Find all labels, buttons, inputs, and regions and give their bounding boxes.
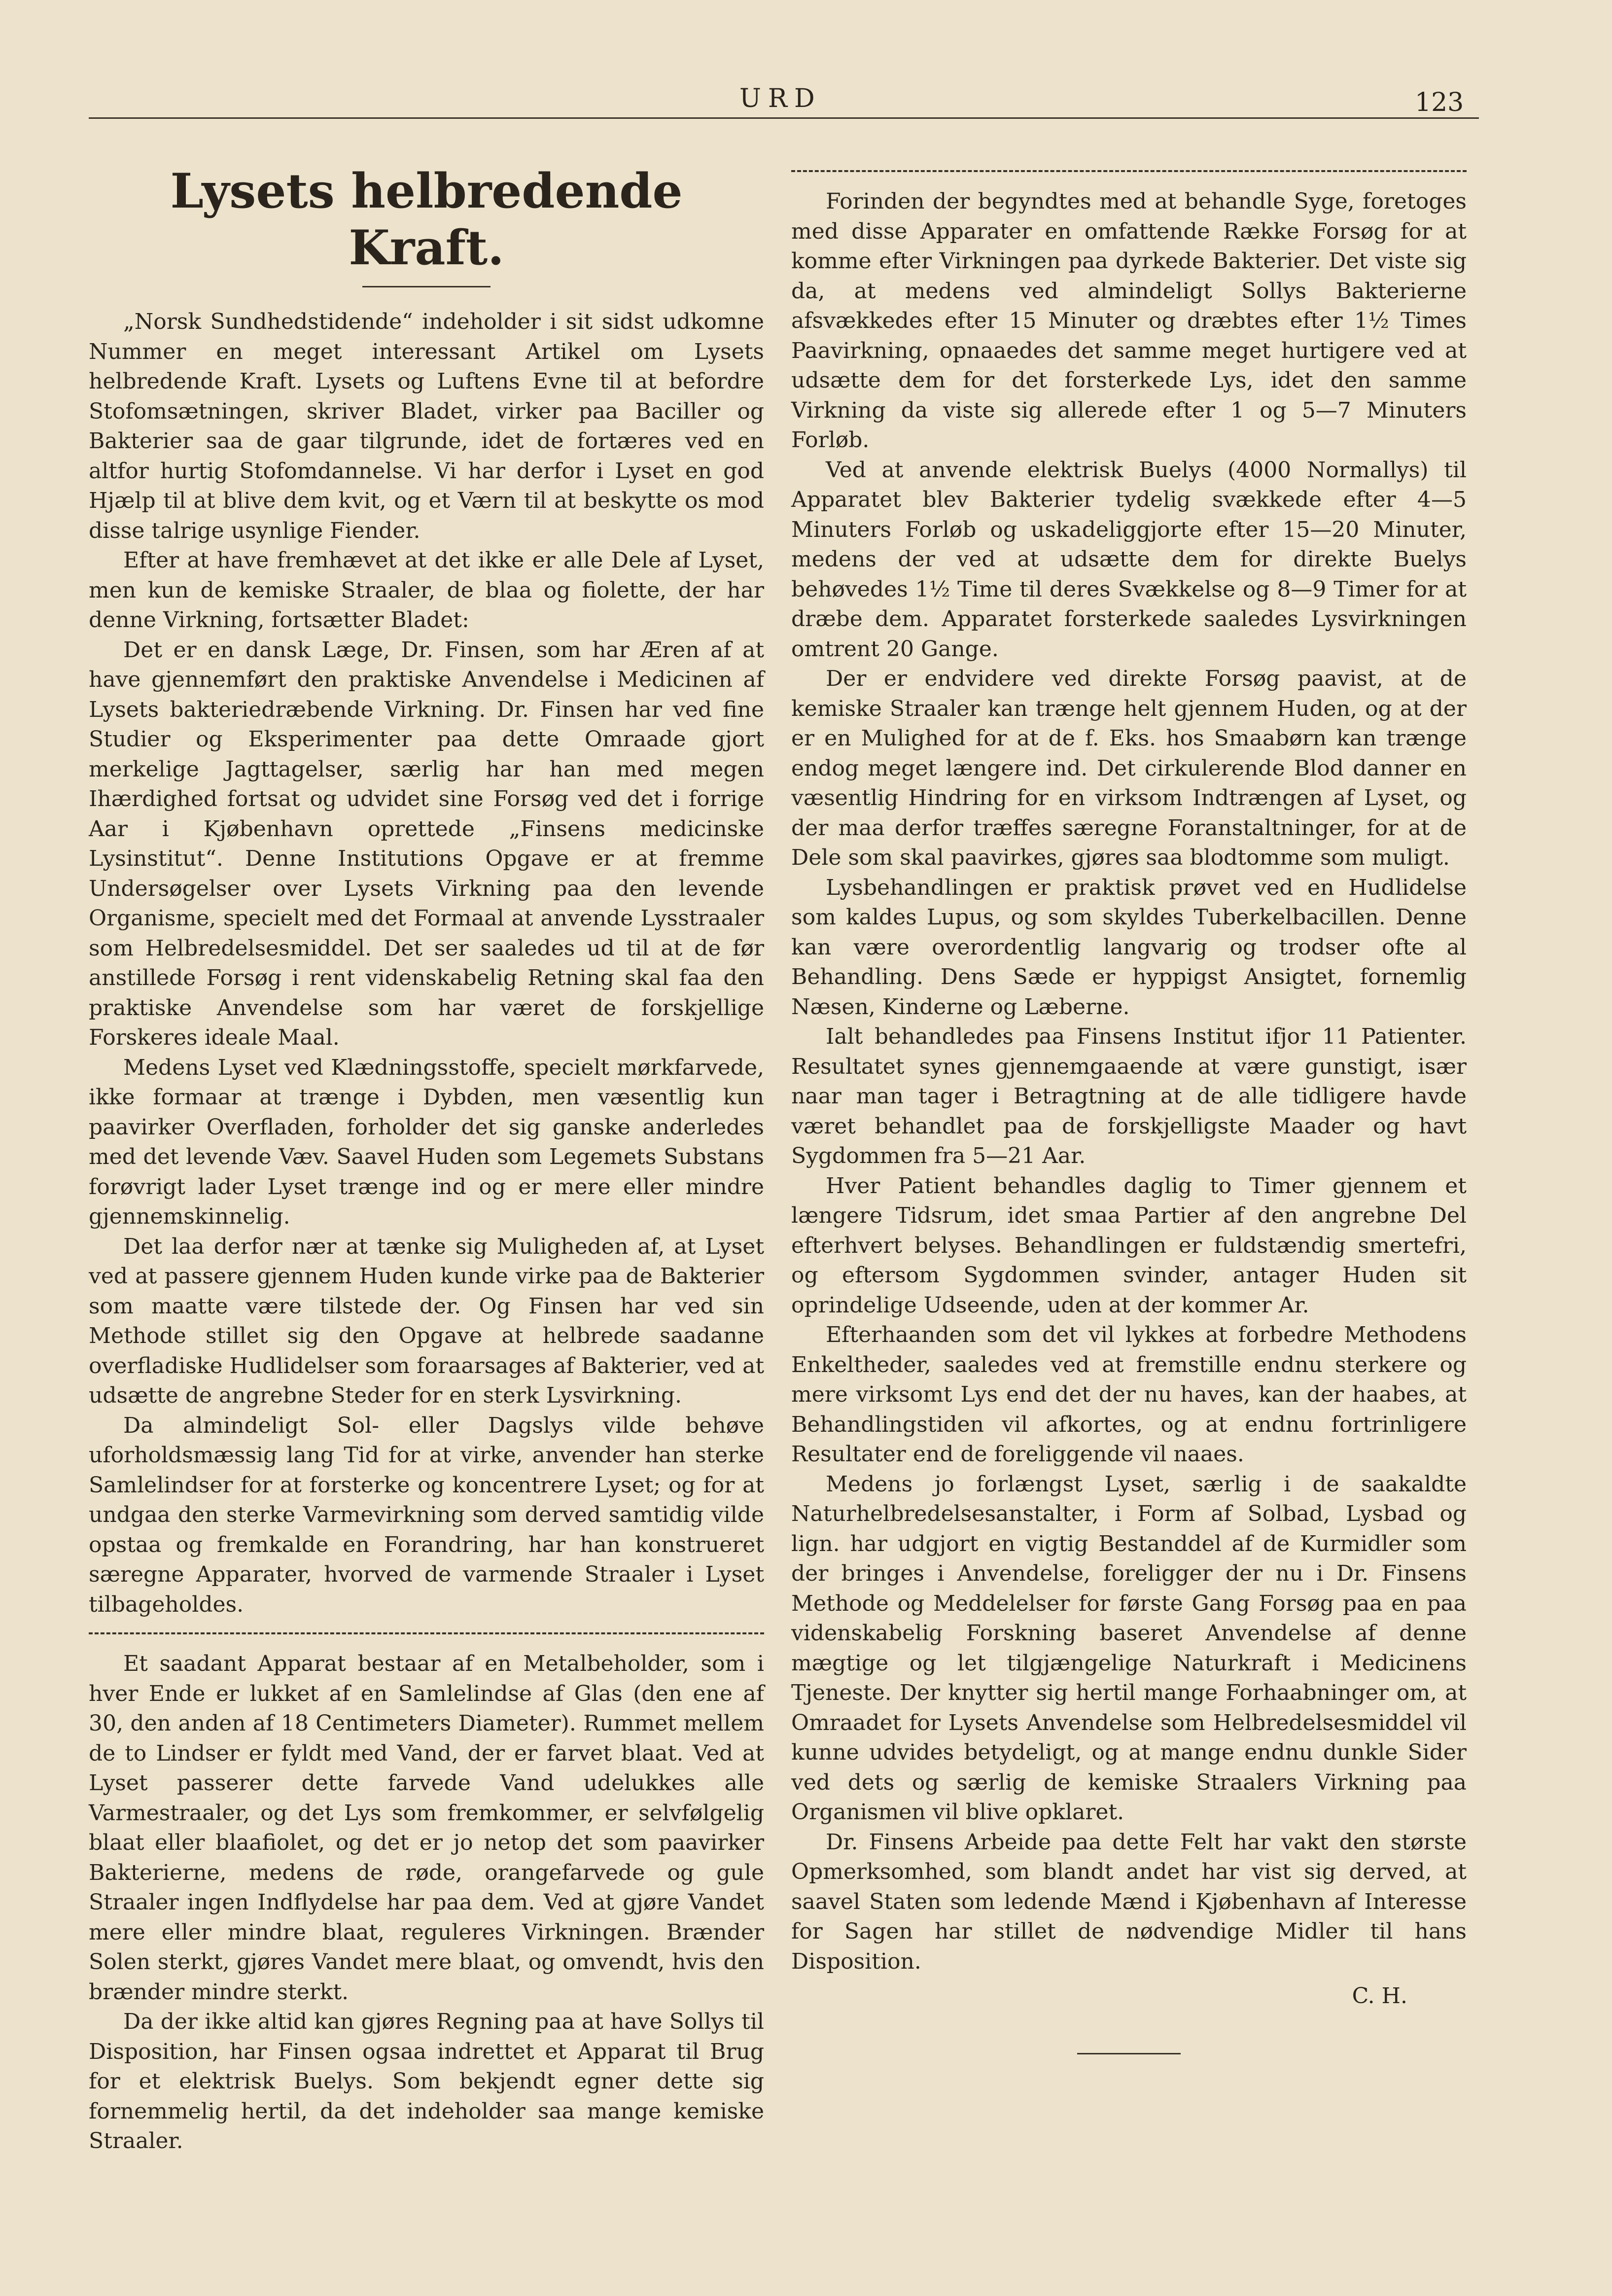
paragraph: Et saadant Apparat bestaar af en Metalbeholder, som i hver Ende er lukket af en Samlelindse af Glas (den ene af 30, den anden af 18 Centimeters Diameter). Rummet mellem de to Lindser er fyldt med Vand, der er farvet blaat. Ved at Lyset passerer dette farvede Vand udelukkes alle Varmestraaler, og det Lys som fremkommer, er selvfølgelig blaat eller blaafiolet, og det er jo netop det som paavirker Bakterierne, medens de røde, orangefarvede og gule Straaler ingen Indflydelse har paa dem. Ved at gjøre Vandet mere eller mindre blaat, reguleres Virkningen. Brænder Solen sterkt, gjøres Vandet mere blaat, og omvendt, hvis den brænder mindre sterkt.	[89, 1651, 764, 2005]
paragraph: Medens Lyset ved Klædningsstoffe, specielt mørkfarvede, ikke formaar at trænge i Dybden, men væsentlig kun paavirker Overfladen, forholder det sig ganske anderledes med det levende Væv. Saavel Huden som Legemets Substans forøvrigt lader Lyset trænge ind og er mere eller mindre gjennemskinnelig.	[89, 1055, 764, 1230]
paragraph: „Norsk Sundhedstidende“ indeholder i sit sidst udkomne Nummer en meget interessant Artikel om Lysets helbredende Kraft. Lysets og Luftens Evne til at befordre Stofomsætningen, skriver Bladet, virker paa Baciller og Bakterier saa de gaar tilgrunde, idet de fortæres ved en altfor hurtig Stofomdannelse. Vi har derfor i Lyset en god Hjælp til at blive dem kvit, og et Værn til at beskytte os mod disse talrige usynlige Fiender.	[89, 309, 764, 543]
column-top-divider	[791, 170, 1467, 172]
paragraph: Lysbehandlingen er praktisk prøvet ved en Hudlidelse som kaldes Lupus, og som skyldes Tuberkelbacillen. Denne kan være overordentlig langvarig og trodser ofte al Behandling. Dens Sæde er hyppigst Ansigtet, fornemlig Næsen, Kinderne og Læberne.	[791, 875, 1467, 1020]
end-rule	[1077, 2053, 1181, 2054]
section-divider	[89, 1632, 764, 1634]
author-signature: C. H.	[1352, 1983, 1407, 2009]
paragraph: Ved at anvende elektrisk Buelys (4000 Normallys) til Apparatet blev Bakterier tydelig svækkede efter 4—5 Minuters Forløb og uskadeliggjorte efter 15—20 Minuter, medens der ved at udsætte dem for direkte Buelys behøvedes 1½ Time til deres Svækkelse og 8—9 Timer for at dræbe dem. Apparatet forsterkede saaledes Lysvirkningen omtrent 20 Gange.	[791, 457, 1467, 662]
page-number: 123	[1415, 88, 1464, 117]
paragraph: Dr. Finsens Arbeide paa dette Felt har vakt den største Opmerksomhed, som blandt andet har vist sig derved, at saavel Staten som ledende Mænd i Kjøbenhavn af Interesse for Sagen har stillet de nødvendige Midler til hans Disposition.	[791, 1829, 1467, 1974]
paragraph: Ialt behandledes paa Finsens Institut ifjor 11 Patienter. Resultatet synes gjennemgaaende at være gunstigt, især naar man tager i Betragtning at de alle tidligere havde været behandlet paa de forskjelligste Maader og havt Sygdommen fra 5—21 Aar.	[791, 1024, 1467, 1168]
article-title: Lysets helbredende Kraft.	[170, 163, 683, 276]
running-head: URD	[739, 84, 822, 113]
paragraph: Efterhaanden som det vil lykkes at forbedre Methodens Enkeltheder, saaledes ved at fremstille endnu sterkere og mere virksomt Lys end det der nu haves, kan der haabes, at Behandlingstiden vil afkortes, og at endnu fortrinligere Resultater end de foreliggende vil naaes.	[791, 1322, 1467, 1467]
title-rule	[362, 286, 491, 287]
paragraph: Det laa derfor nær at tænke sig Muligheden af, at Lyset ved at passere gjennem Huden kunde virke paa de Bakterier som maatte være tilstede der. Og Finsen har ved sin Methode stillet sig den Opgave at helbrede saadanne overfladiske Hudlidelser som foraarsages af Bakterier, ved at udsætte de angrebne Steder for en sterk Lysvirkning.	[89, 1234, 764, 1409]
paragraph: Der er endvidere ved direkte Forsøg paavist, at de kemiske Straaler kan trænge helt gjennem Huden, og at der er en Mulighed for at de f. Eks. hos Smaabørn kan trænge endog meget længere ind. Det cirkulerende Blod danner en væsentlig Hindring for en virksom Indtrængen af Lyset, og der maa derfor træffes særegne Foranstaltninger, for at de Dele som skal paavirkes, gjøres saa blodtomme som muligt.	[791, 666, 1467, 870]
left-column	[89, 163, 764, 2156]
paragraph: Da almindeligt Sol- eller Dagslys vilde behøve uforholdsmæssig lang Tid for at virke, anvender han sterke Samlelindser for at forsterke og koncentrere Lyset; og for at undgaa den sterke Varmevirkning som derved samtidig vilde opstaa og fremkalde en Forandring, har han konstrueret særegne Apparater, hvorved de varmende Straaler i Lyset tilbageholdes.	[89, 1413, 764, 1617]
paragraph: Efter at have fremhævet at det ikke er alle Dele af Lyset, men kun de kemiske Straaler, de blaa og fiolette, der har denne Virkning, fortsætter Bladet:	[89, 548, 764, 633]
right-column	[791, 170, 1467, 2054]
paragraph: Medens jo forlængst Lyset, særlig i de saakaldte Naturhelbredelsesanstalter, i Form af Solbad, Lysbad og lign. har udgjort en vigtig Bestanddel af de Kurmidler som der bringes i Anvendelse, foreligger der nu i Dr. Finsens Methode og Meddelelser for første Gang Forsøg paa en paa videnskabelig Forskning baseret Anvendelse af denne mægtige og let tilgjængelige Naturkraft i Medicinens Tjeneste. Der knytter sig hertil mange Forhaabninger om, at Omraadet for Lysets Anvendelse som Helbredelsesmiddel vil kunne udvides betydeligt, og at mange endnu dunkle Sider ved dets og særlig de kemiske Straalers Virkning paa Organismen vil blive opklaret.	[791, 1471, 1467, 1825]
paragraph: Hver Patient behandles daglig to Timer gjennem et længere Tidsrum, idet smaa Partier af den angrebne Del efterhvert belyses. Behandlingen er fuldstændig smertefri, og eftersom Sygdommen svinder, antager Huden sit oprindelige Udseende, uden at der kommer Ar.	[791, 1173, 1467, 1318]
paragraph: Forinden der begyndtes med at behandle Syge, foretoges med disse Apparater en omfattende Række Forsøg for at komme efter Virkningen paa dyrkede Bakterier. Det viste sig da, at medens ved almindeligt Sollys Bakterierne afsvækkedes efter 15 Minuter og dræbtes efter 1½ Times Paavirkning, opnaaedes det samme meget hurtigere ved at udsætte dem for det forsterkede Lys, idet den samme Virkning da viste sig allerede efter 1 og 5—7 Minuters Forløb.	[791, 189, 1467, 453]
paragraph: Da der ikke altid kan gjøres Regning paa at have Sollys til Disposition, har Finsen ogsaa indrettet et Apparat til Brug for et elektrisk Buelys. Som bekjendt egner dette sig fornemmelig hertil, da det indeholder saa mange kemiske Straaler.	[89, 2009, 764, 2154]
paragraph: Det er en dansk Læge, Dr. Finsen, som har Æren af at have gjennemført den praktiske Anvendelse i Medicinen af Lysets bakteriedræbende Virkning. Dr. Finsen har ved fine Studier og Eksperimenter paa dette Omraade gjort merkelige Jagttagelser, særlig har han med megen Ihærdighed fortsat og udvidet sine Forsøg ved det i forrige Aar i Kjøbenhavn oprettede „Finsens medicinske Lysinstitut“. Denne Institutions Opgave er at fremme Undersøgelser over Lysets Virkning paa den levende Organisme, specielt med det Formaal at anvende Lysstraaler som Helbredelsesmiddel. Det ser saaledes ud til at de før anstillede Forsøg i rent videnskabelig Retning skal faa den praktiske Anvendelse som har været de forskjellige Forskeres ideale Maal.	[89, 637, 764, 1051]
header-rule	[89, 117, 1479, 119]
